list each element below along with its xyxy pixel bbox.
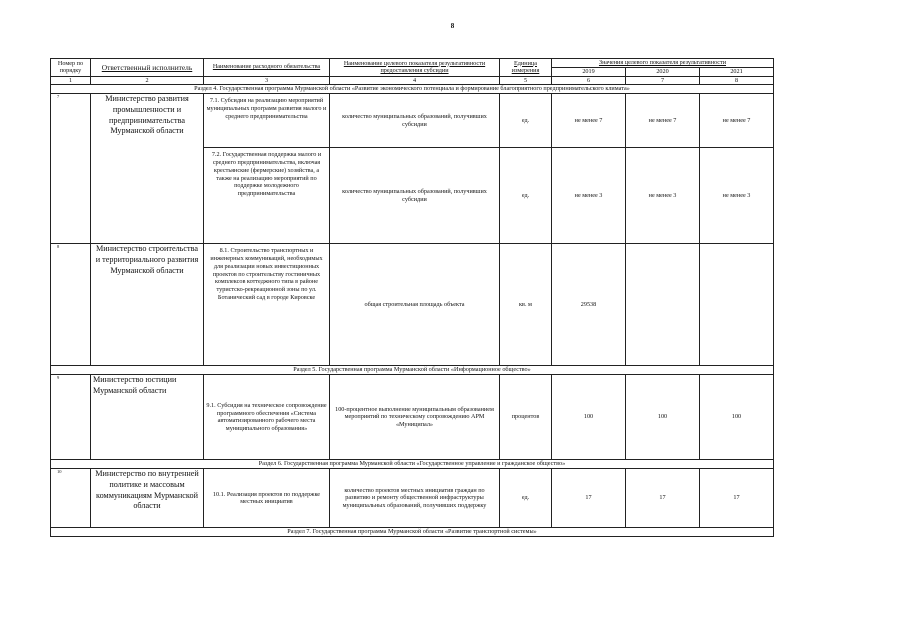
value-2019: 29538 <box>552 244 626 366</box>
unit-cell: ед. <box>500 469 552 528</box>
value-2019: 100 <box>552 375 626 460</box>
value-2021 <box>700 244 774 366</box>
col-expense-header: Наименование расходного обязательства <box>204 59 330 77</box>
executor-cell: Министерство по внутренней политике и массовым коммуникациям Мурманской области <box>91 469 204 528</box>
section-row <box>51 366 774 375</box>
value-2021: не менее 7 <box>700 94 774 148</box>
section-row <box>51 528 774 537</box>
indicator-table <box>50 58 774 537</box>
unit-cell: ед. <box>500 94 552 148</box>
value-2019: не менее 7 <box>552 94 626 148</box>
expense-cell: 10.1. Реализация проектов по поддержке местных инициатив <box>204 469 330 528</box>
index-cell: 8 <box>700 76 774 85</box>
value-2021: не менее 3 <box>700 148 774 244</box>
section-row <box>51 460 774 469</box>
index-cell: 1 <box>51 76 91 85</box>
index-cell: 4 <box>330 76 500 85</box>
year-2021: 2021 <box>700 67 774 76</box>
expense-cell: 8.1. Строительство транспортных и инженерных коммуникаций, необходимых для реализации новых инвестиционных проектов по строительству гостиничных комплексов коттеджного типа в районе туристско-рекреационной зоны по ул. Ботанический сад в городе Кировске <box>204 244 330 366</box>
index-cell: 3 <box>204 76 330 85</box>
col-exec-header: Ответственный исполнитель <box>91 59 204 77</box>
section-7-title: Раздел 7. Государственная программа Мурманской области «Развитие транспортной системы» <box>51 528 774 537</box>
executor-cell: Министерство строительства и территориального развития Мурманской области <box>91 244 204 366</box>
section-row <box>51 85 774 94</box>
value-2021: 17 <box>700 469 774 528</box>
index-cell: 5 <box>500 76 552 85</box>
index-cell: 2 <box>91 76 204 85</box>
section-6-title: Раздел 6. Государственная программа Мурманской области «Государственное управление и гражданское общество» <box>51 460 774 469</box>
row-number: 8 <box>51 244 91 366</box>
value-2020: 17 <box>626 469 700 528</box>
value-2020: не менее 3 <box>626 148 700 244</box>
table-row <box>51 244 774 366</box>
unit-cell: процентов <box>500 375 552 460</box>
value-2019: 17 <box>552 469 626 528</box>
indicator-cell: общая строительная площадь объекта <box>330 244 500 366</box>
col-indicator-header: Наименование целевого показателя результативности предоставления субсидии <box>330 59 500 77</box>
unit-cell: ед. <box>500 148 552 244</box>
year-2020: 2020 <box>626 67 700 76</box>
table-row <box>51 469 774 528</box>
row-number: 7 <box>51 94 91 244</box>
table-row <box>51 375 774 460</box>
expense-cell: 7.2. Государственная поддержка малого и среднего предпринимательства, включая крестьянские (фермерские) хозяйства, а также на реализацию мероприятий по поддержке молодежного предпринимательства <box>204 148 330 244</box>
row-number: 10 <box>51 469 91 528</box>
col-values-header: Значения целевого показателя результативности <box>552 59 774 68</box>
indicator-cell: 100-процентное выполнение муниципальным образованием мероприятий по техническому сопровождению АРМ «Муниципал» <box>330 375 500 460</box>
indicator-cell: количество муниципальных образований, получивших субсидии <box>330 148 500 244</box>
value-2021: 100 <box>700 375 774 460</box>
executor-cell: Министерство развития промышленности и предпринимательства Мурманской области <box>91 94 204 244</box>
table-row <box>51 94 774 148</box>
header-row <box>51 59 774 68</box>
expense-cell: 7.1. Субсидия на реализацию мероприятий муниципальных программ развития малого и среднего предпринимательства <box>204 94 330 148</box>
section-5-title: Раздел 5. Государственная программа Мурманской области «Информационное общество» <box>51 366 774 375</box>
index-row <box>51 76 774 85</box>
value-2020: 100 <box>626 375 700 460</box>
indicator-cell: количество муниципальных образований, получивших субсидии <box>330 94 500 148</box>
page-number: 8 <box>450 22 455 30</box>
index-cell: 7 <box>626 76 700 85</box>
row-number: 9 <box>51 375 91 460</box>
unit-cell: кв. м <box>500 244 552 366</box>
expense-cell: 9.1. Субсидия на техническое сопровождение программного обеспечения «Система автоматизированного рабочего места муниципального образования» <box>204 375 330 460</box>
col-num-header: Номер по порядку <box>51 59 91 77</box>
col-unit-header: Единица измерения <box>500 59 552 77</box>
indicator-cell: количество проектов местных инициатив граждан по развитию и ремонту общественной инфраструктуры муниципальных образований, получивших поддержку <box>330 469 500 528</box>
value-2020 <box>626 244 700 366</box>
value-2019: не менее 3 <box>552 148 626 244</box>
executor-cell: Министерство юстиции Мурманской области <box>91 375 204 460</box>
index-cell: 6 <box>552 76 626 85</box>
value-2020: не менее 7 <box>626 94 700 148</box>
year-2019: 2019 <box>552 67 626 76</box>
section-4-title: Раздел 4. Государственная программа Мурманской области «Развитие экономического потенциала и формирование благоприятного предпринимательского климата» <box>51 85 774 94</box>
